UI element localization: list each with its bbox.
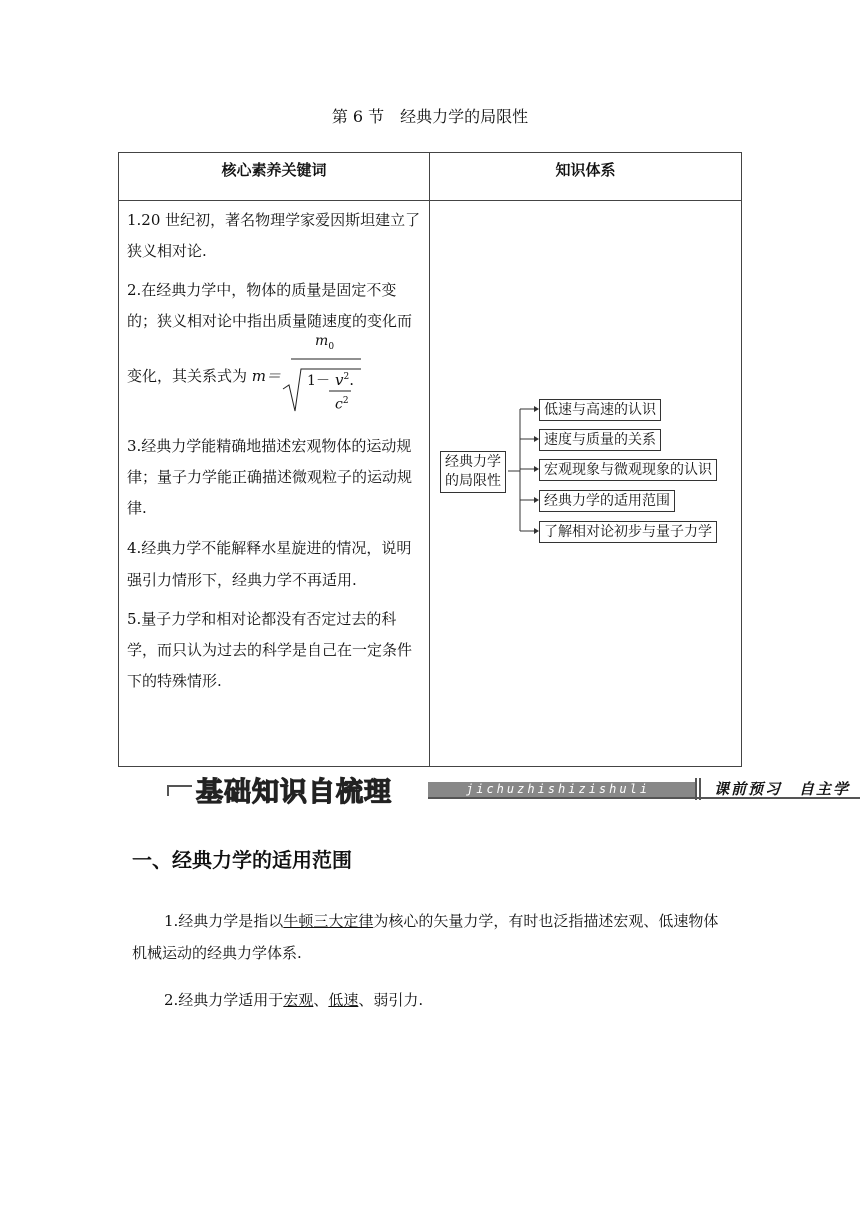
banner-title: 基础知识自梳理: [196, 777, 392, 808]
formula-one-minus: 1－: [307, 373, 330, 389]
formula-c: $c^2$: [335, 396, 349, 413]
diagram-branch-5: 了解相对论初步与量子力学: [539, 521, 717, 543]
banner-right-label: 课前预习 自主学: [714, 780, 851, 798]
point-2: [127, 275, 421, 417]
diagram-branch-1: 低速与高速的认识: [539, 399, 661, 421]
diagram-branch-3: 宏观现象与微观现象的认识: [539, 459, 717, 481]
blank-macroscopic: 宏观: [283, 991, 314, 1009]
diagram-root: 经典力学 的局限性: [440, 451, 506, 493]
formula-v: $v^2$.: [335, 371, 355, 389]
formula-lhs: m＝: [251, 367, 282, 385]
section-banner: [166, 772, 860, 808]
diagram-branch-2: 速度与质量的关系: [539, 429, 661, 451]
point-2-text: 2.在经典力学中，物体的质量是固定不变的；狭义相对论中指出质量随速度的变化而变化，其关系式为: [127, 281, 413, 385]
point-3: 3.经典力学能精确地描述宏观物体的运动规律；量子力学能正确描述微观粒子的运动规律.: [127, 437, 413, 517]
blank-newton-laws: 牛顿三大定律: [283, 912, 374, 930]
point-1: 1.20 世纪初，著名物理学家爱因斯坦建立了狭义相对论.: [127, 211, 421, 260]
diagram-branch-4: 经典力学的适用范围: [539, 490, 675, 512]
page-title: 第 6 节 经典力学的局限性: [331, 107, 529, 126]
point-4: 4.经典力学不能解释水星旋进的情况，说明强引力情形下，经典力学不再适用.: [127, 539, 412, 589]
banner-pinyin: jichuzhishizishuli: [466, 782, 651, 796]
mass-formula: [281, 333, 371, 417]
summary-table: [118, 152, 742, 767]
keywords-cell: [119, 201, 430, 767]
blank-low-speed: 低速: [328, 991, 359, 1009]
paragraph-1: 1.经典力学是指以牛顿三大定律为核心的矢量力学，有时也泛指描述宏观、低速物体机械运动的经典力学体系.: [132, 912, 719, 962]
section-heading: 一、经典力学的适用范围: [132, 848, 352, 872]
header-knowledge-system: 知识体系: [430, 153, 742, 201]
paragraph-2: 2.经典力学适用于宏观、低速、弱引力.: [164, 991, 424, 1009]
header-keywords: 核心素养关键词: [119, 153, 430, 201]
formula-numerator: $m_0$: [315, 333, 335, 352]
point-5: 5.量子力学和相对论都没有否定过去的科学，而只认为过去的科学是自己在一定条件下的特殊情形.: [127, 610, 413, 690]
knowledge-diagram-cell: [430, 201, 742, 767]
